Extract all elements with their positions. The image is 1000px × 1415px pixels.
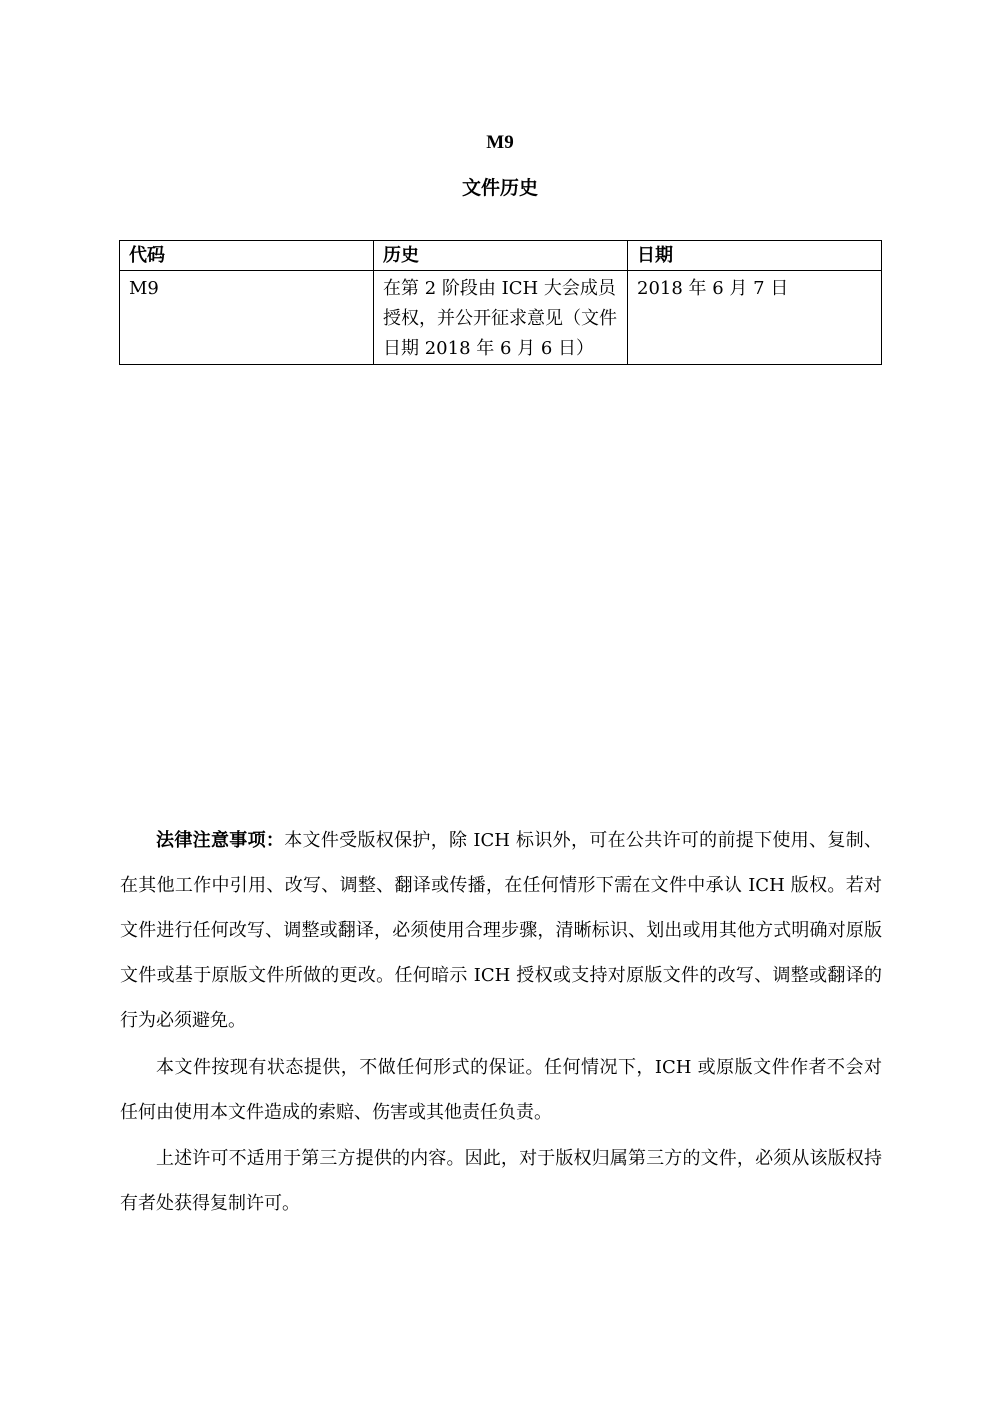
table-row xyxy=(120,271,882,365)
legal-notice-text-1: 本文件受版权保护，除 ICH 标识外，可在公共许可的前提下使用、复制、在其他工作中引用、改写、调整、翻译或传播，在任何情形下需在文件中承认 ICH 版权。若对文件进行任何改写、调整或翻译，必须使用合理步骤，清晰标识、划出或用其他方式明确对原版文件或基于原版文件所做的更改。任何暗示 ICH 授权或支持对原版文件的改写、调整或翻译的行为必须避免。 xyxy=(120,830,883,1031)
document-heading: 文件历史 xyxy=(461,177,538,199)
legal-notice-paragraph-2: 本文件按现有状态提供，不做任何形式的保证。任何情况下，ICH 或原版文件作者不会对任何由使用本文件造成的索赔、伤害或其他责任负责。 xyxy=(120,1057,882,1123)
legal-notice-section xyxy=(120,818,882,1043)
legal-notice-title: 法律注意事项： xyxy=(156,830,285,851)
legal-notice-section-2 xyxy=(120,1045,882,1135)
cell-history: 在第 2 阶段由 ICH 大会成员授权，并公开征求意见（文件日期 2018 年 6 月 6 日） xyxy=(374,271,628,365)
cell-code: M9 xyxy=(120,271,374,365)
history-table xyxy=(119,240,882,365)
legal-notice-paragraph-3: 上述许可不适用于第三方提供的内容。因此，对于版权归属第三方的文件，必须从该版权持有者处获得复制许可。 xyxy=(120,1148,882,1214)
header-history: 历史 xyxy=(374,241,628,271)
header-date: 日期 xyxy=(628,241,882,271)
legal-notice-section-3 xyxy=(120,1136,882,1226)
document-code: M9 xyxy=(486,132,514,153)
legal-notice-paragraph-1 xyxy=(120,818,882,1043)
table-header-row xyxy=(120,241,882,271)
cell-date: 2018 年 6 月 7 日 xyxy=(628,271,882,365)
header-code: 代码 xyxy=(120,241,374,271)
